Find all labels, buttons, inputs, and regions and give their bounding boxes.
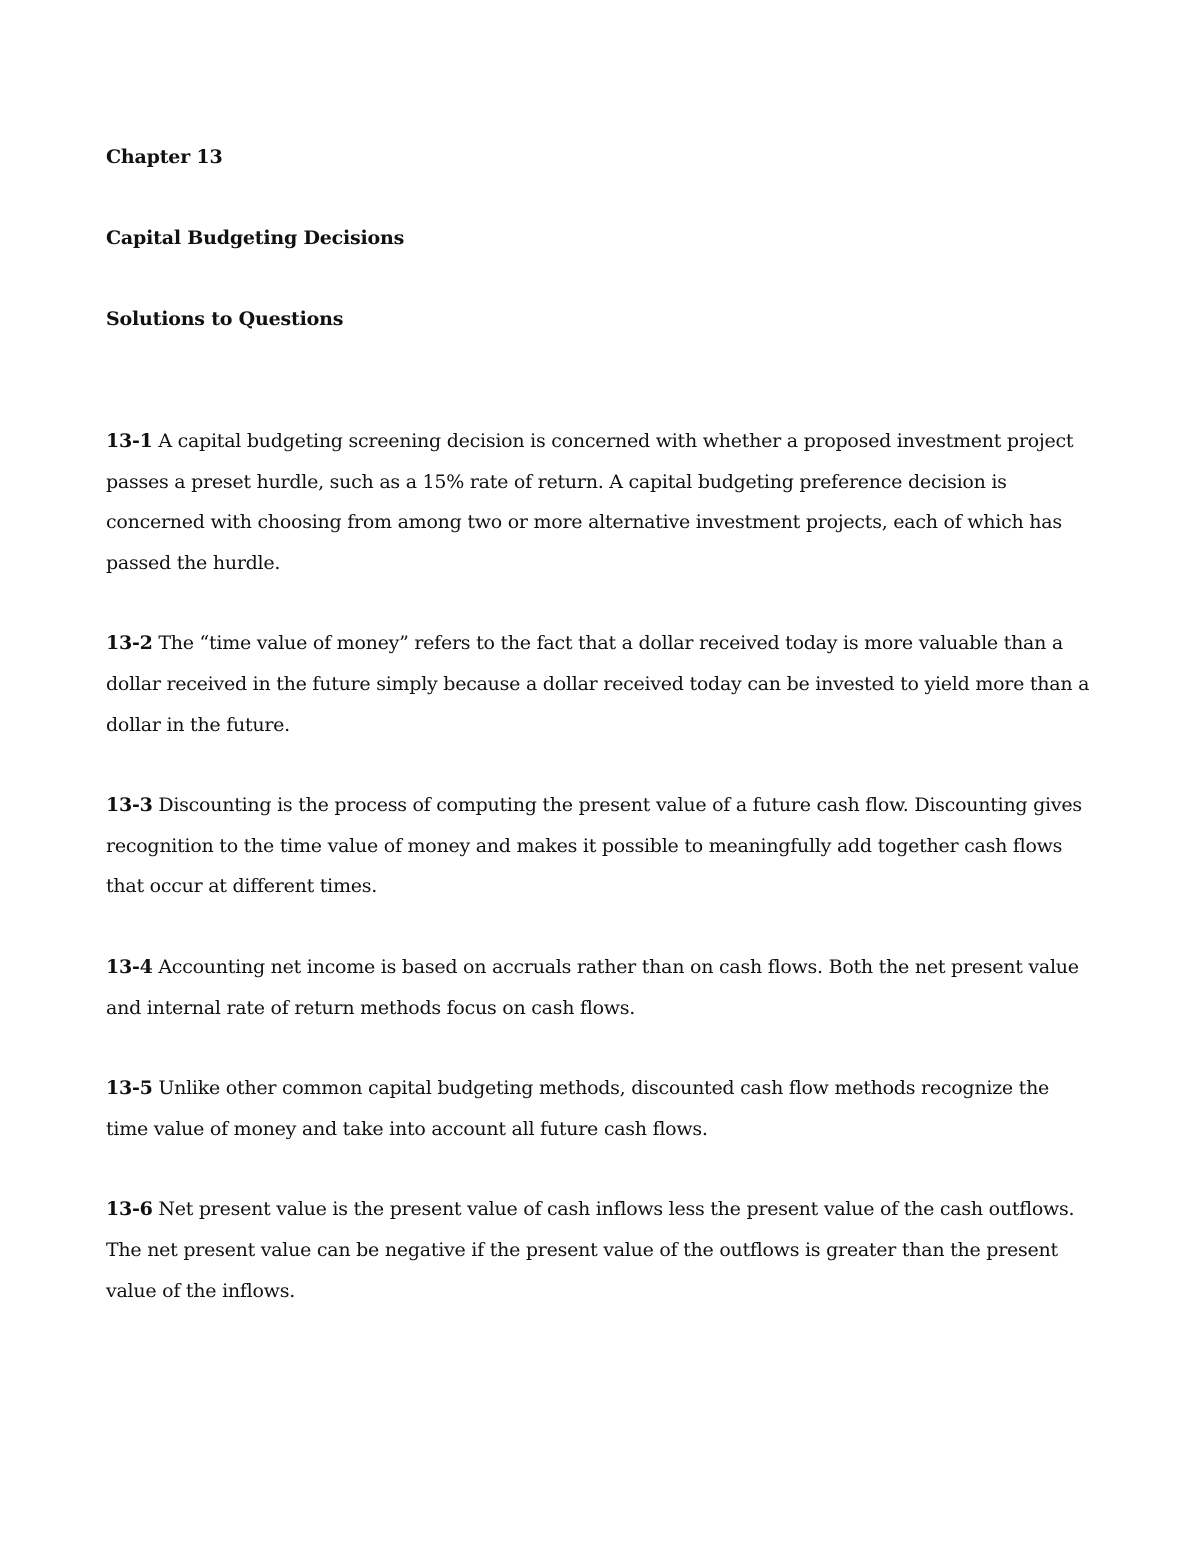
- answer-text: Unlike other common capital budgeting methods, discounted cash flow methods recognize the time value of money and take into account all future cash flows.: [106, 1077, 1050, 1140]
- answer-number: 13-6: [106, 1198, 153, 1221]
- answer-text: A capital budgeting screening decision is concerned with whether a proposed investment project passes a preset hurdle, such as a 15% rate of return. A capital budgeting preference decision is concerned with choosing from among two or more alternative investment projects, each of which has passed the hurdle.: [106, 430, 1074, 574]
- answer-number: 13-4: [106, 955, 153, 978]
- answer-text: Discounting is the process of computing the present value of a future cash flow. Discounting gives recognition to the time value of money and makes it possible to meaningfully add together cash flows that occur at different times.: [106, 794, 1082, 898]
- answer-13-4: [106, 947, 1096, 1028]
- answer-text: The “time value of money” refers to the fact that a dollar received today is more valuable than a dollar received in the future simply because a dollar received today can be invested to yield more than a dollar in the future.: [106, 632, 1090, 736]
- answer-13-6: [106, 1189, 1096, 1311]
- page-content: [106, 138, 1096, 1351]
- answer-13-2: [106, 623, 1096, 745]
- chapter-title: Chapter 13: [106, 146, 223, 168]
- answer-number: 13-5: [106, 1077, 153, 1100]
- answers-list: [106, 421, 1096, 1311]
- answer-13-3: [106, 785, 1096, 907]
- section-title: Solutions to Questions: [106, 308, 344, 330]
- chapter-subject: Capital Budgeting Decisions: [106, 227, 405, 249]
- answer-number: 13-2: [106, 632, 153, 655]
- answer-text: Accounting net income is based on accruals rather than on cash flows. Both the net present value and internal rate of return methods focus on cash flows.: [106, 955, 1079, 1019]
- answer-number: 13-1: [106, 430, 153, 452]
- answer-13-5: [106, 1068, 1096, 1149]
- answer-number: 13-3: [106, 794, 153, 817]
- answer-text: Net present value is the present value of cash inflows less the present value of the cash outflows. The net present value can be negative if the present value of the outflows is greater than the present value of the inflows.: [106, 1198, 1075, 1302]
- answer-13-1: [106, 421, 1096, 583]
